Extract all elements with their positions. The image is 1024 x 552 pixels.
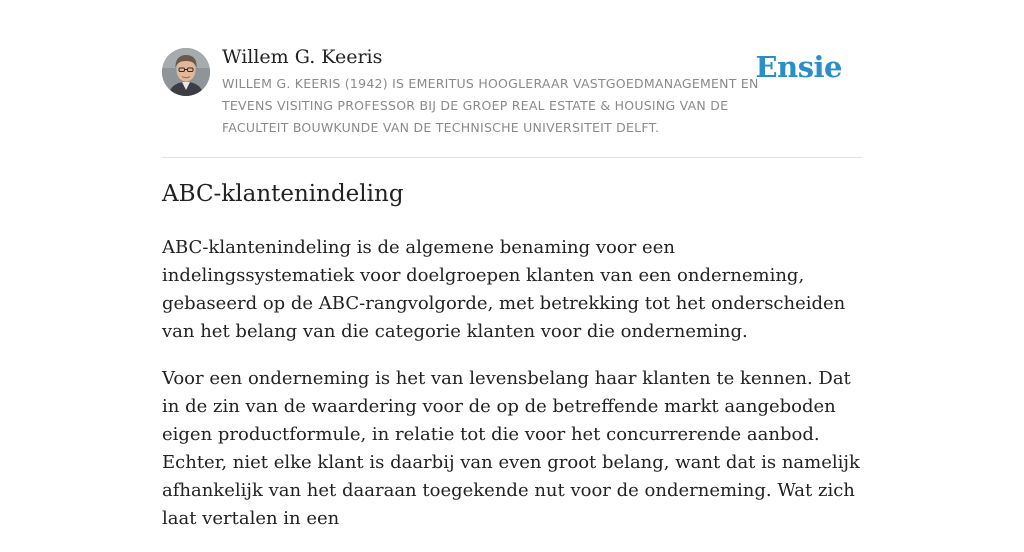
article-body bbox=[162, 234, 862, 552]
ensie-logo-link[interactable]: Ensie bbox=[755, 50, 842, 84]
page bbox=[162, 0, 862, 529]
author-avatar bbox=[162, 48, 210, 96]
article-paragraph: ABC-klantenindeling is de algemene benaming voor een indelingssystematiek voor doelgroepen klanten van een onderneming, gebaseerd op de ABC-rangvolgorde, met betrekking tot het onderscheiden van het belang van die categorie klanten voor die onderneming. bbox=[162, 237, 846, 342]
header-divider bbox=[162, 157, 862, 158]
portrait-photo-icon bbox=[162, 48, 210, 96]
author-bio: WILLEM G. KEERIS (1942) IS EMERITUS HOOGLERAAR VASTGOEDMANAGEMENT EN TEVENS VISITING PROFESSOR BIJ DE GROEP REAL ESTATE & HOUSING VAN DE FACULTEIT BOUWKUNDE VAN DE TECHNISCHE UNIVERSITEIT DELFT. bbox=[222, 76, 759, 135]
article-title: ABC-klantenindeling bbox=[162, 181, 404, 207]
article-paragraph: Voor een onderneming is het van levensbelang haar klanten te kennen. Dat in de zin van de waardering voor de op de betreffende markt aangeboden eigen productformule, in relatie tot die voor het concurrerende aanbod. Echter, niet elke klant is daarbij van even groot belang, want dat is namelijk afhankelijk van het daaraan toegekende nut voor de onderneming. Wat zich laat vertalen in een bbox=[162, 368, 860, 529]
author-header bbox=[162, 46, 862, 158]
author-name[interactable]: Willem G. Keeris bbox=[222, 46, 383, 68]
